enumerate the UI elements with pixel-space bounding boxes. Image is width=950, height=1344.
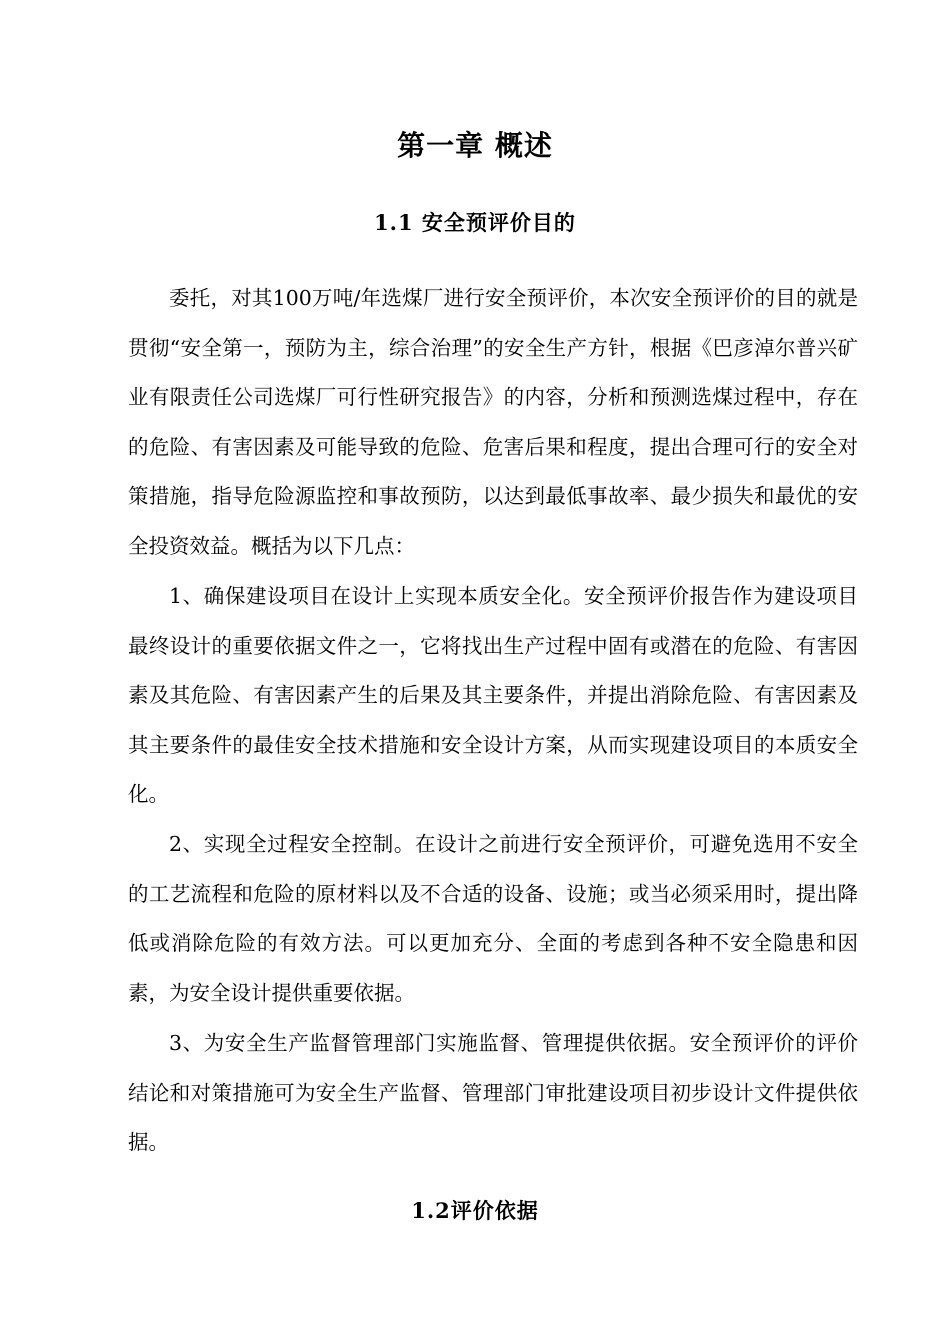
section-title-1-1: 1.1 安全预评价目的 bbox=[374, 210, 576, 235]
paragraph-point-3: 3、为安全生产监督管理部门实施监督、管理提供依据。安全预评价的评价结论和对策措施可为安全生产监督、管理部门审批建设项目初步设计文件提供依据。 bbox=[128, 1031, 858, 1155]
paragraph-purpose-intro: 委托，对其100万吨/年选煤厂进行安全预评价，本次安全预评价的目的就是贯彻“安全第一，预防为主，综合治理”的安全生产方针，根据《巴彦淖尔普兴矿业有限责任公司选煤厂可行性研究报告》的内容，分析和预测选煤过程中，存在的危险、有害因素及可能导致的危险、危害后果和程度，提出合理可行的安全对策措施，指导危险源监控和事故预防，以达到最低事故率、最少损失和最优的安全投资效益。概括为以下几点： bbox=[128, 286, 858, 558]
section-title-1-2: 1.2评价依据 bbox=[411, 1198, 539, 1223]
paragraph-point-2: 2、实现全过程安全控制。在设计之前进行安全预评价，可避免选用不安全的工艺流程和危险的原材料以及不合适的设备、设施；或当必须采用时，提出降低或消除危险的有效方法。可以更加充分、全面的考虑到各种不安全隐患和因素，为安全设计提供重要依据。 bbox=[128, 832, 858, 1005]
paragraph-point-1: 1、确保建设项目在设计上实现本质安全化。安全预评价报告作为建设项目最终设计的重要依据文件之一，它将找出生产过程中固有或潜在的危险、有害因素及其危险、有害因素产生的后果及其主要条件，并提出消除危险、有害因素及其主要条件的最佳安全技术措施和安全设计方案，从而实现建设项目的本质安全化。 bbox=[128, 584, 858, 807]
chapter-title: 第一章 概述 bbox=[397, 129, 553, 162]
